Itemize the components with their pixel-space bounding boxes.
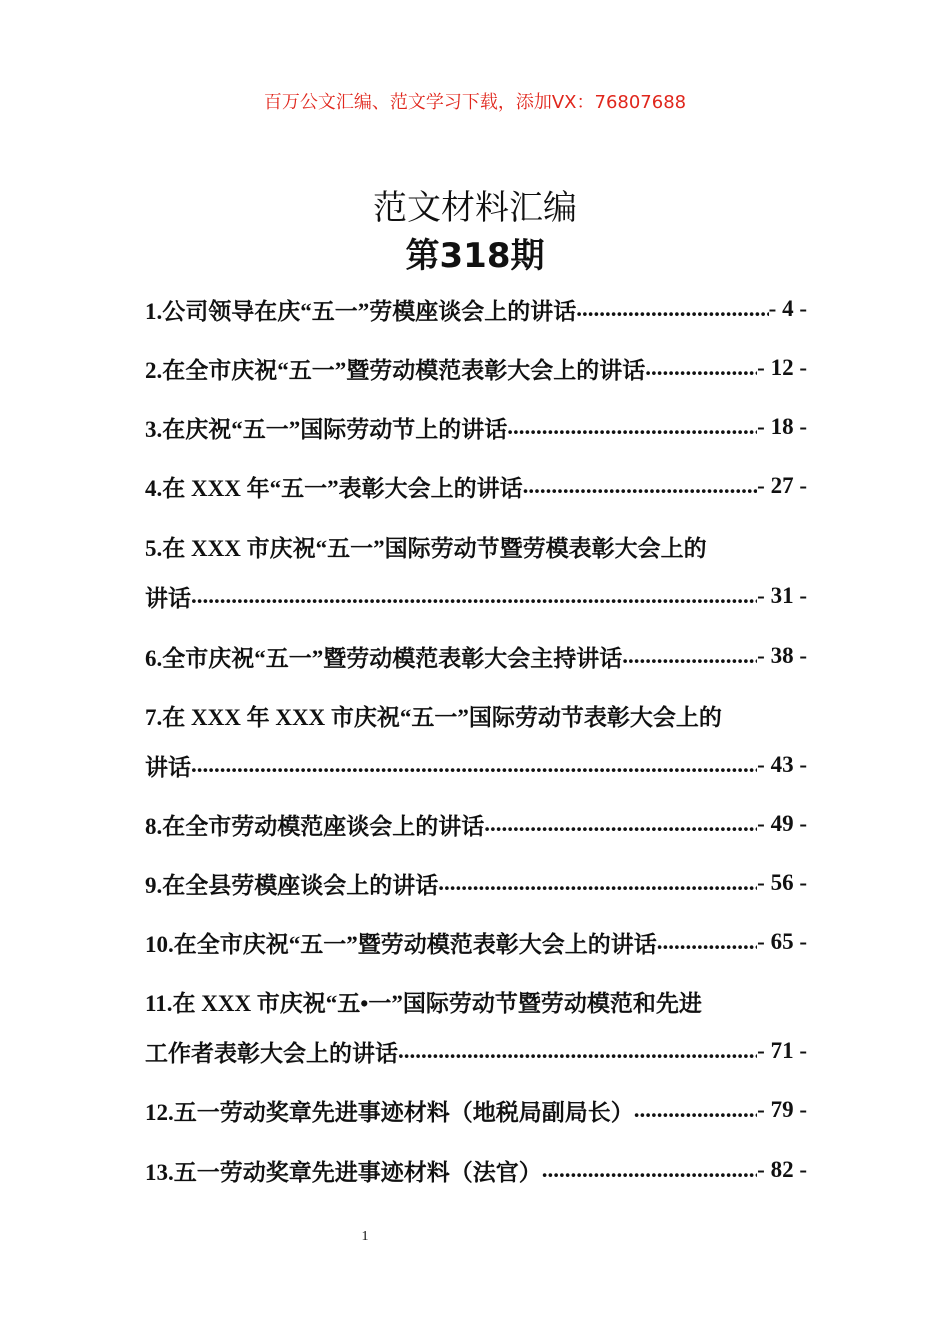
toc-leader-dots xyxy=(645,355,757,381)
page-number: 1 xyxy=(361,1229,369,1244)
toc-entry-page: - 12 - xyxy=(757,355,807,380)
toc-entry-page: - 79 - xyxy=(757,1097,807,1122)
toc-entry-text: 讲话 xyxy=(145,754,191,780)
toc-entry-6[interactable] xyxy=(145,639,807,673)
toc-entry-7[interactable] xyxy=(145,748,807,782)
toc-entry-9[interactable] xyxy=(145,866,807,900)
toc-leader-dots xyxy=(484,811,757,837)
toc-entry-3[interactable] xyxy=(145,410,807,444)
toc-entry-5[interactable] xyxy=(145,579,807,613)
toc-entry-page: - 71 - xyxy=(757,1038,807,1063)
toc-entry-text: 9.在全县劳模座谈会上的讲话 xyxy=(145,872,439,898)
toc-leader-dots xyxy=(191,583,757,609)
toc-leader-dots xyxy=(523,473,758,499)
toc-entry-2[interactable] xyxy=(145,351,807,385)
toc-leader-dots xyxy=(191,752,757,778)
toc-leader-dots xyxy=(622,643,757,669)
toc-entry-page: - 38 - xyxy=(757,643,807,668)
toc-entry-text: 13.五一劳动奖章先进事迹材料（法官） xyxy=(145,1159,542,1185)
toc-entry-text: 4.在 XXX 年“五一”表彰大会上的讲话 xyxy=(145,475,523,501)
toc-entry-text: 讲话 xyxy=(145,585,191,611)
toc-entry-text: 6.全市庆祝“五一”暨劳动模范表彰大会主持讲话 xyxy=(145,645,623,671)
toc-entry-text: 11.在 XXX 市庆祝“五•一”国际劳动节暨劳动模范和先进 xyxy=(145,990,702,1016)
toc-entry-text: 8.在全市劳动模范座谈会上的讲话 xyxy=(145,813,485,839)
toc-entry-text: 7.在 XXX 年 XXX 市庆祝“五一”国际劳动节表彰大会上的 xyxy=(145,704,722,730)
toc-entry-7-line1[interactable] xyxy=(145,698,807,732)
toc-leader-dots xyxy=(634,1097,757,1123)
toc-entry-page: - 65 - xyxy=(757,929,807,954)
toc-entry-1[interactable] xyxy=(145,292,807,326)
toc-entry-page: - 82 - xyxy=(757,1157,807,1182)
toc-leader-dots xyxy=(507,414,757,440)
toc-leader-dots xyxy=(542,1157,757,1183)
toc-entry-text: 5.在 XXX 市庆祝“五一”国际劳动节暨劳模表彰大会上的 xyxy=(145,535,707,561)
header-note: 百万公文汇编、范文学习下载，添加VX：76807688 xyxy=(263,92,687,113)
toc-entry-page: - 56 - xyxy=(757,870,807,895)
toc-entry-13[interactable] xyxy=(145,1153,807,1187)
toc-entry-page: - 49 - xyxy=(757,811,807,836)
toc-entry-11[interactable] xyxy=(145,1034,807,1068)
toc-entry-8[interactable] xyxy=(145,807,807,841)
toc-leader-dots xyxy=(657,929,757,955)
toc-entry-11-line1[interactable] xyxy=(145,984,807,1018)
toc-entry-5-line1[interactable] xyxy=(145,529,807,563)
toc-entry-page: - 18 - xyxy=(757,414,807,439)
toc-entry-text: 2.在全市庆祝“五一”暨劳动模范表彰大会上的讲话 xyxy=(145,357,646,383)
toc-leader-dots xyxy=(576,296,768,322)
toc-entry-page: - 43 - xyxy=(757,752,807,777)
toc-entry-text: 3.在庆祝“五一”国际劳动节上的讲话 xyxy=(145,416,508,442)
document-title: 范文材料汇编 xyxy=(373,188,577,228)
toc-entry-page: - 4 - xyxy=(768,296,807,321)
toc-entry-text: 工作者表彰大会上的讲话 xyxy=(145,1040,398,1066)
toc-entry-12[interactable] xyxy=(145,1093,807,1127)
toc-entry-page: - 27 - xyxy=(757,473,807,498)
toc-entry-4[interactable] xyxy=(145,469,807,503)
document-issue: 第318期 xyxy=(405,236,545,276)
toc-leader-dots xyxy=(398,1038,757,1064)
toc-entry-10[interactable] xyxy=(145,925,807,959)
toc-leader-dots xyxy=(438,870,757,896)
toc-entry-text: 12.五一劳动奖章先进事迹材料（地税局副局长） xyxy=(145,1099,634,1125)
toc-entry-page: - 31 - xyxy=(757,583,807,608)
toc-entry-text: 1.公司领导在庆“五一”劳模座谈会上的讲话 xyxy=(145,298,577,324)
toc-entry-text: 10.在全市庆祝“五一”暨劳动模范表彰大会上的讲话 xyxy=(145,931,657,957)
